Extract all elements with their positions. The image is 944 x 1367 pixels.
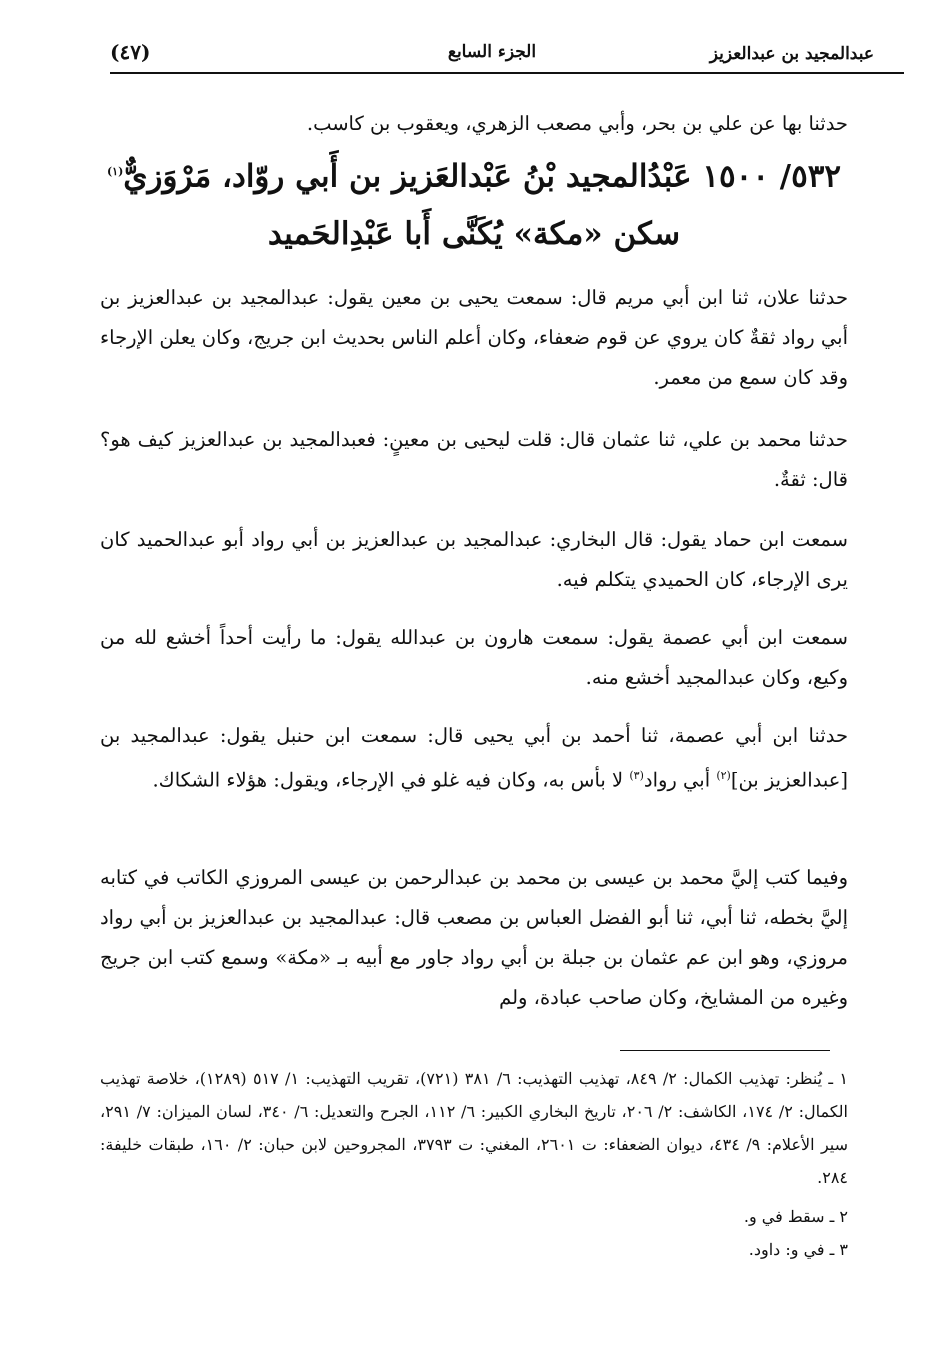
- paragraph-2: حدثنا محمد بن علي، ثنا عثمان قال: قلت ليحيى بن معينٍ: فعبدالمجيد بن عبدالعزيز كيف هو؟ قال: ثقةٌ.: [100, 428, 848, 491]
- running-title: عبدالمجيد بن عبدالعزيز: [709, 44, 874, 64]
- entry-subtitle: سكن «مكة» يُكَنَّى أَبا عَبْدِالحَميد: [267, 216, 681, 252]
- footnote-ref-1: (١): [106, 165, 124, 178]
- footnote-divider: [620, 1050, 830, 1051]
- volume-label: الجزء السابع: [447, 42, 537, 62]
- paragraph-3: سمعت ابن حماد يقول: قال البخاري: عبدالمجيد بن عبدالعزيز بن أبي رواد أبو عبدالحميد كان يرى الإرجاء، كان الحميدي يتكلم فيه.: [100, 528, 848, 591]
- footnote-3: ٣ ـ في و: داود.: [748, 1240, 848, 1259]
- paragraph-4: سمعت ابن أبي عصمة يقول: سمعت هارون بن عبدالله يقول: ما رأيت أحداً أخشع لله من وكيع، وكان عبدالمجيد أخشع منه.: [100, 626, 848, 689]
- paragraph-6: وفيما كتب إليَّ محمد بن عيسى بن محمد بن عبدالرحمن بن عيسى المروزي الكاتب في كتابه إليَّ بخطه، ثنا أبي، ثنا أبو الفضل العباس بن مصعب قال: عبدالمجيد بن عبدالعزيز بن أبي رواد مروزي، وهو ابن عم عثمان بن جبلة بن أبي رواد جاور مع أبيه بـ «مكة» وسمع كتب ابن جريج وغيره من المشايخ، وكان صاحب عبادة، ولم: [100, 866, 848, 1009]
- footnote-1: ١ ـ يُنظر: تهذيب الكمال: ٢/ ٨٤٩، تهذيب التهذيب: ٦/ ٣٨١ (٧٢١)، تقريب التهذيب: ١/ ٥١٧ (١٢٨٩)، خلاصة تهذيب الكمال: ٢/ ١٧٤، الكاشف: ٢/ ٢٠٦، تاريخ البخاري الكبير: ٦/ ١١٢، الجرح والتعديل: ٦/ ٣٤٠، لسان الميزان: ٧/ ٢٩١، سير الأعلام: ٩/ ٤٣٤، ديوان الضعفاء: ت ٢٦٠١، المغني: ت ٣٧٩٣، المجروحين لابن حبان: ٢/ ١٦٠، طبقات خليفة: ٢٨٤.: [100, 1069, 849, 1187]
- entry-title-text: ٥٣٢/ ١٥٠٠ عَبْدُالمجيد بْنُ عَبْدالعَزيز بن أَبي روّاد، مَرْوَزيٌّ: [123, 158, 842, 195]
- intro-line: حدثنا بها عن علي بن بحر، وأبي مصعب الزهري، ويعقوب بن كاسب.: [306, 112, 848, 135]
- footnote-ref-2: (٢): [716, 769, 731, 782]
- paragraph-1: حدثنا علان، ثنا ابن أبي مريم قال: سمعت يحيى بن معين يقول: عبدالمجيد بن عبدالعزيز بن أبي رواد ثقةٌ كان يروي عن قوم ضعفاء، وكان أعلم الناس بحديث ابن جريج، وكان يعلن الإرجاء وقد كان سمع من معمر.: [100, 286, 848, 389]
- paragraph-5: [100, 716, 848, 801]
- footnotes: [100, 1062, 848, 1266]
- header-divider: [110, 72, 904, 74]
- paragraph-5-part-1: حدثنا ابن أبي عصمة، ثنا أحمد بن أبي يحيى قال: سمعت ابن حنبل يقول: عبدالمجيد بن [عبدالعزيز بن]: [100, 724, 848, 792]
- footnote-2: ٢ ـ سقط في و.: [743, 1207, 848, 1226]
- paragraph-5-part-3: لا بأس به، وكان فيه غلو في الإرجاء، ويقول: هؤلاء الشكاك.: [152, 768, 630, 792]
- footnote-ref-3: (٣): [629, 769, 644, 782]
- paragraph-5-part-2: أبي رواد: [643, 768, 717, 792]
- page-header: [110, 38, 874, 72]
- page-number: (٤٧): [110, 40, 151, 64]
- entry-title: [100, 150, 848, 198]
